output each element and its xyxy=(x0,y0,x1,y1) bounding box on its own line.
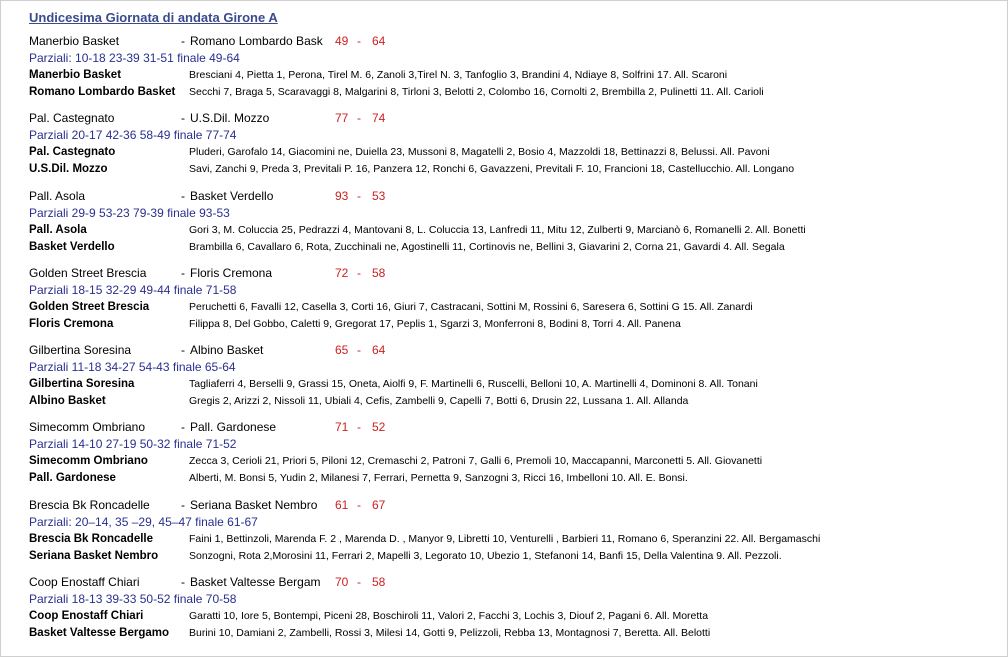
score-away: 53 xyxy=(372,189,386,203)
away-team-name: U.S.Dil. Mozzo xyxy=(190,111,270,125)
lineup-players: Secchi 7, Braga 5, Scaravaggi 8, Malgarini 8, Tirloni 3, Belotti 2, Colombo 16, Cornolti 2, Brembilla 2, Pulinetti 11. All. Carioli xyxy=(189,86,764,98)
score-away: 74 xyxy=(372,111,386,125)
lineup-players: Brambilla 6, Cavallaro 6, Rota, Zucchinali ne, Agostinelli 11, Cortinovis ne, Bellini 3, Giavarini 2, Corna 21, Gavardi 4. All. Segala xyxy=(189,241,785,253)
lineup-players: Sonzogni, Rota 2,Morosini 11, Ferrari 2, Mapelli 3, Legorato 10, Ubezio 1, Stefanoni 14, Banfi 15, Della Valentina 9. All. Pezzoli. xyxy=(189,550,782,562)
score-separator: - xyxy=(357,575,361,589)
lineup-team-name: Simecomm Ombriano xyxy=(29,455,148,467)
score-away: 67 xyxy=(372,498,386,512)
lineup-players: Burini 10, Damiani 2, Zambelli, Rossi 3, Milesi 14, Gotti 9, Pelizzoli, Rebba 13, Montagnosi 7, Beretta. All. Belotti xyxy=(189,627,711,639)
lineup-team-name: Coop Enostaff Chiari xyxy=(29,610,144,622)
lineup-team-name: Romano Lombardo Basket xyxy=(29,86,176,98)
score-separator: - xyxy=(357,343,361,357)
game-block xyxy=(29,265,989,335)
score-home: 77 xyxy=(335,111,349,125)
partial-scores: Parziali 11-18 34-27 54-43 finale 65-64 xyxy=(29,360,236,374)
score-home: 61 xyxy=(335,498,349,512)
lineup-team-name: Basket Valtesse Bergamo xyxy=(29,627,169,639)
away-team-name: Pall. Gardonese xyxy=(190,420,277,434)
lineup-team-name: Pall. Gardonese xyxy=(29,472,116,484)
score-home: 93 xyxy=(335,189,349,203)
score-away: 64 xyxy=(372,34,386,48)
match-separator: - xyxy=(181,34,185,48)
home-team-name: Coop Enostaff Chiari xyxy=(29,575,140,589)
game-block xyxy=(29,419,989,489)
game-block xyxy=(29,342,989,412)
home-team-name: Gilbertina Soresina xyxy=(29,343,132,357)
match-separator: - xyxy=(181,343,185,357)
lineup-team-name: Pall. Asola xyxy=(29,224,87,236)
home-team-name: Brescia Bk Roncadelle xyxy=(29,498,150,512)
lineup-players: Bresciani 4, Pietta 1, Perona, Tirel M. 6, Zanoli 3,Tirel N. 3, Tanfoglio 3, Brandini 4, Ndiaye 8, Solfrini 17. All. Scaroni xyxy=(189,69,728,81)
score-away: 58 xyxy=(372,266,386,280)
score-home: 49 xyxy=(335,34,349,48)
game-block xyxy=(29,574,989,644)
score-home: 70 xyxy=(335,575,349,589)
lineup-team-name: Manerbio Basket xyxy=(29,69,122,81)
lineup-team-name: Floris Cremona xyxy=(29,318,114,330)
lineup-team-name: U.S.Dil. Mozzo xyxy=(29,163,108,175)
home-team-name: Simecomm Ombriano xyxy=(29,420,146,434)
away-team-name: Albino Basket xyxy=(190,343,264,357)
game-block xyxy=(29,497,989,567)
lineup-players: Gori 3, M. Coluccia 25, Pedrazzi 4, Mantovani 8, L. Coluccia 13, Lanfredi 11, Mitu 12, Zulberti 9, Marcianò 6, Romanelli 2. All. Bonetti xyxy=(189,224,806,236)
away-team-name: Basket Valtesse Bergam xyxy=(190,575,321,589)
lineup-players: Alberti, M. Bonsi 5, Yudin 2, Milanesi 7, Ferrari, Pernetta 9, Sanzogni 3, Ricci 16, Imbelloni 10. All. E. Bonsi. xyxy=(189,472,688,484)
match-separator: - xyxy=(181,420,185,434)
score-separator: - xyxy=(357,420,361,434)
score-away: 58 xyxy=(372,575,386,589)
partial-scores: Parziali 18-15 32-29 49-44 finale 71-58 xyxy=(29,283,237,297)
away-team-name: Floris Cremona xyxy=(190,266,273,280)
home-team-name: Golden Street Brescia xyxy=(29,266,147,280)
partial-scores: Parziali: 10-18 23-39 31-51 finale 49-64 xyxy=(29,51,240,65)
lineup-players: Garatti 10, Iore 5, Bontempi, Piceni 28, Boschiroli 11, Valori 2, Facchi 3, Lochis 3, Diouf 2, Pagani 6. All. Moretta xyxy=(189,610,709,622)
game-block xyxy=(29,110,989,180)
home-team-name: Pal. Castegnato xyxy=(29,111,115,125)
game-block xyxy=(29,33,989,103)
partial-scores: Parziali 29-9 53-23 79-39 finale 93-53 xyxy=(29,206,230,220)
score-home: 65 xyxy=(335,343,349,357)
score-separator: - xyxy=(357,498,361,512)
lineup-team-name: Golden Street Brescia xyxy=(29,301,150,313)
away-team-name: Basket Verdello xyxy=(190,189,274,203)
lineup-team-name: Pal. Castegnato xyxy=(29,146,116,158)
page-title[interactable]: Undicesima Giornata di andata Girone A xyxy=(29,10,278,25)
away-team-name: Romano Lombardo Bask xyxy=(190,34,323,48)
match-separator: - xyxy=(181,498,185,512)
partial-scores: Parziali 18-13 39-33 50-52 finale 70-58 xyxy=(29,592,237,606)
partial-scores: Parziali 14-10 27-19 50-32 finale 71-52 xyxy=(29,437,237,451)
lineup-team-name: Brescia Bk Roncadelle xyxy=(29,533,154,545)
lineup-team-name: Albino Basket xyxy=(29,395,106,407)
partial-scores: Parziali 20-17 42-36 58-49 finale 77-74 xyxy=(29,128,237,142)
score-home: 72 xyxy=(335,266,349,280)
lineup-team-name: Seriana Basket Nembro xyxy=(29,550,159,562)
game-block xyxy=(29,188,989,258)
lineup-team-name: Basket Verdello xyxy=(29,241,115,253)
home-team-name: Pall. Asola xyxy=(29,189,86,203)
match-separator: - xyxy=(181,575,185,589)
lineup-players: Tagliaferri 4, Berselli 9, Grassi 15, Oneta, Aiolfi 9, F. Martinelli 6, Ruscelli, Belloni 10, A. Martinelli 4, Dominoni 8. All. Tonani xyxy=(189,378,758,390)
lineup-players: Pluderi, Garofalo 14, Giacomini ne, Duiella 23, Mussoni 8, Magatelli 2, Bosio 4, Mazzoldi 18, Bettinazzi 8, Belussi. All. Pavoni xyxy=(189,146,770,158)
score-separator: - xyxy=(357,189,361,203)
lineup-team-name: Gilbertina Soresina xyxy=(29,378,135,390)
away-team-name: Seriana Basket Nembro xyxy=(190,498,318,512)
match-separator: - xyxy=(181,266,185,280)
score-separator: - xyxy=(357,266,361,280)
lineup-players: Savi, Zanchi 9, Preda 3, Previtali P. 16, Panzera 12, Ronchi 6, Gavazzeni, Previtali F. 10, Francioni 18, Castellucchio. All. Longano xyxy=(189,163,795,175)
match-separator: - xyxy=(181,111,185,125)
lineup-players: Zecca 3, Cerioli 21, Priori 5, Piloni 12, Cremaschi 2, Patroni 7, Galli 6, Premoli 10, Maccapanni, Marconetti 5. All. Giovanetti xyxy=(189,455,763,467)
score-away: 64 xyxy=(372,343,386,357)
score-away: 52 xyxy=(372,420,386,434)
score-separator: - xyxy=(357,111,361,125)
lineup-players: Gregis 2, Arizzi 2, Nissoli 11, Ubiali 4, Cefis, Zambelli 9, Capelli 7, Botti 6, Drusin 22, Lussana 1. All. Allanda xyxy=(189,395,689,407)
lineup-players: Filippa 8, Del Gobbo, Caletti 9, Gregorat 17, Peplis 1, Sgarzi 3, Monferroni 8, Bodini 8, Torri 4. All. Panena xyxy=(189,318,681,330)
score-separator: - xyxy=(357,34,361,48)
partial-scores: Parziali: 20–14, 35 –29, 45–47 finale 61-67 xyxy=(29,515,258,529)
match-separator: - xyxy=(181,189,185,203)
score-home: 71 xyxy=(335,420,349,434)
lineup-players: Faini 1, Bettinzoli, Marenda F. 2 , Marenda D. , Manyor 9, Libretti 10, Venturelli , Barbieri 11, Romano 6, Speranzini 22. All. Bergamaschi xyxy=(189,533,821,545)
lineup-players: Peruchetti 6, Favalli 12, Casella 3, Corti 16, Giuri 7, Castracani, Sottini M, Rossini 6, Saresera 6, Sottini G 15. All. Zanardi xyxy=(189,301,753,313)
home-team-name: Manerbio Basket xyxy=(29,34,120,48)
